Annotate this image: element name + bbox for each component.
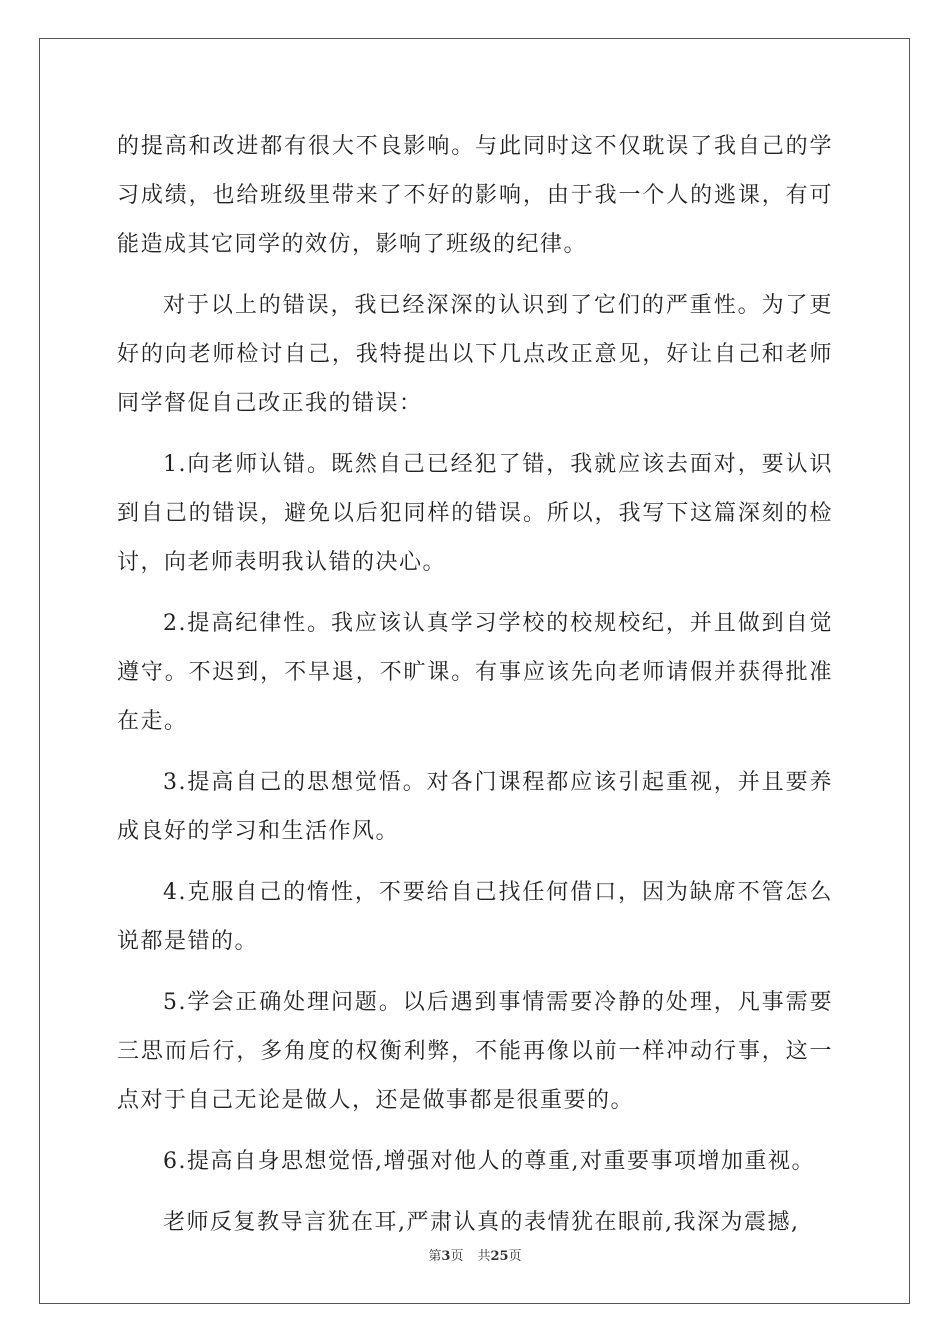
- paragraph: 的提高和改进都有很大不良影响。与此同时这不仅耽误了我自己的学习成绩，也给班级里带来了不好的影响，由于我一个人的逃课，有可能造成其它同学的效仿，影响了班级的纪律。: [117, 134, 833, 257]
- list-item-3: 3.提高自己的思想觉悟。对各门课程都应该引起重视，并且要养成良好的学习和生活作风。: [117, 770, 833, 844]
- list-item-2: 2.提高纪律性。我应该认真学习学校的校规校纪，并且做到自觉遵守。不迟到，不早退，不旷课。有事应该先向老师请假并获得批准在走。: [117, 611, 833, 734]
- total-pages: 25: [490, 1249, 509, 1264]
- page-suffix: 页: [450, 1249, 464, 1264]
- total-suffix: 页: [508, 1249, 522, 1264]
- total-prefix: 共: [477, 1249, 491, 1264]
- list-item-5: 5.学会正确处理问题。以后遇到事情需要冷静的处理，凡事需要三思而后行，多角度的权衡利弊，不能再像以前一样冲动行事，这一点对于自己无论是做人，还是做事都是很重要的。: [117, 990, 833, 1113]
- document-body: [117, 122, 833, 1259]
- list-item-1: 1.向老师认错。既然自己已经犯了错，我就应该去面对，要认识到自己的错误，避免以后犯同样的错误。所以，我写下这篇深刻的检讨，向老师表明我认错的决心。: [117, 452, 833, 575]
- paragraph: 老师反复教导言犹在耳,严肃认真的表情犹在眼前,我深为震撼,: [163, 1210, 800, 1235]
- paragraph: 对于以上的错误，我已经深深的认识到了它们的严重性。为了更好的向老师检讨自己，我特提出以下几点改正意见，好让自己和老师同学督促自己改正我的错误：: [117, 293, 833, 416]
- list-item-4: 4.克服自己的惰性，不要给自己找任何借口，因为缺席不管怎么说都是错的。: [117, 880, 833, 954]
- page-prefix: 第: [428, 1249, 442, 1264]
- page-number: 3: [441, 1249, 451, 1264]
- list-item-6: 6.提高自身思想觉悟,增强对他人的尊重,对重要事项增加重视。: [163, 1149, 815, 1174]
- page-footer: [0, 1245, 950, 1264]
